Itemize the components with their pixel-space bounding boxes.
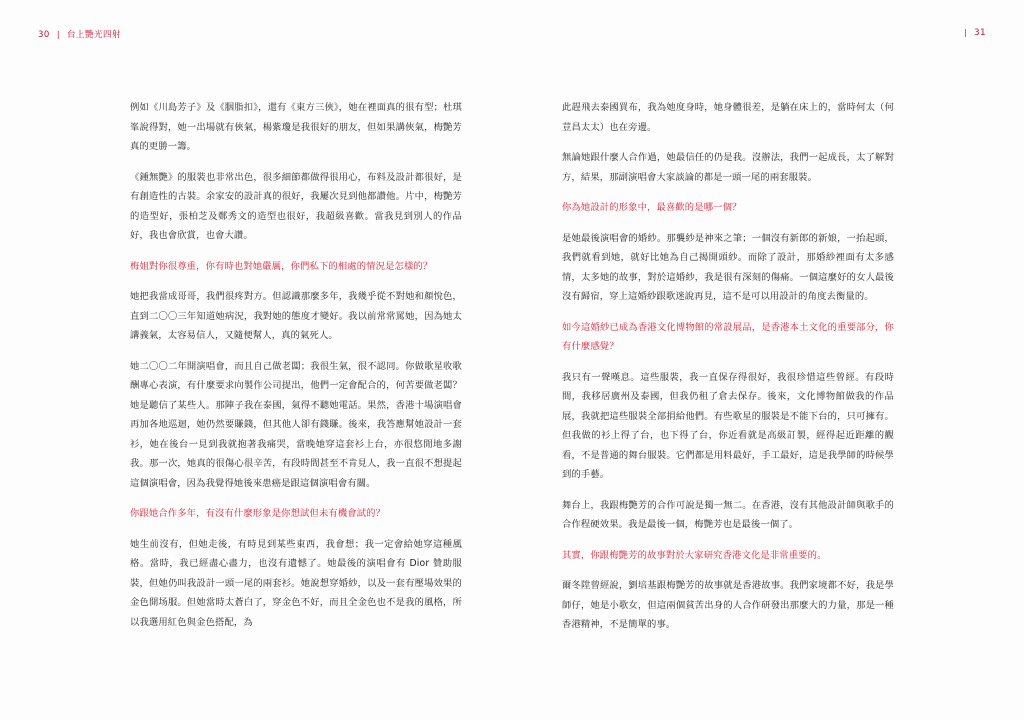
paragraph: 此趕飛去泰國買布，我為她度身時，她身體很差，是躺在床上的，當時何太（何荳昌太太）也在旁邊。 bbox=[562, 102, 894, 133]
left-page-column bbox=[130, 98, 462, 643]
paragraph: 她把我當成哥哥，我們很疼對方。但認識那麼多年，我幾乎從不對她和顏悅色，直到二〇〇三年知道她病況，我對她的態度才變好。我以前常常罵她，因為她太講義氣，太容易信人，又隨便幫人，真的氣死人。 bbox=[130, 291, 462, 341]
paragraph: 我只有一聲嘆息。這些服裝，我一直保存得很好，我很珍惜這些曾經。有段時間，我移居廣州及泰國，但我仍租了倉去保存。後來，文化博物館做我的作品展，我就把這些服裝全部捐給他們。有些歌星的服裝是不能下台的，只可擁有。但我做的衫上得了台，也下得了台，你近看就是高級訂製，經得起近距離的觀看，不是普通的舞台服裝。它們都是用料最好，手工最好，這是我學師的時候學到的手藝。 bbox=[562, 371, 894, 480]
interview-question: 如今這婚紗已成為香港文化博物館的常設展品，是香港本土文化的重要部分，你有什麼感覺？ bbox=[562, 321, 894, 352]
paragraph: 是她最後演唱會的婚紗。那襲紗是神來之筆；一個沒有新郎的新娘，一抬起頭，我們就看到她，就好比她為自己揭開頭紗。而除了設計，那婚紗裡面有太多感情，太多她的故事，對於這婚紗，我是很有深刻的傷痛。一個這麼好的女人最後沒有歸宿，穿上這婚紗跟歌迷說再見，這不是可以用設計的角度去衡量的。 bbox=[562, 232, 894, 302]
runhead-separator-right: | bbox=[963, 28, 968, 37]
paragraph: 她二〇〇二年開演唱會，而且自己做老闆；我很生氣，很不認同。你做歌星收歌酬專心表演，有什麼要求向製作公司提出，他們一定會配合的，何苦要做老闆？她是聽信了某些人。那陣子我在泰國，氣得不聽她電話。果然，香港十場演唱會再加各地巡迴，她仍然要賺錢，但其他人卻有錢賺。後來，我答應幫她設計一套衫，她在後台一見到我就抱著我痛哭，當晚她穿這套衫上台，亦很悠閒地多謝我。那一次，她真的很傷心很辛苦，有段時間甚至不肯見人，我一直很不想提起這個演唱會，因為我覺得她後來患癌是跟這個演唱會有關。 bbox=[130, 360, 462, 489]
right-page-column bbox=[562, 98, 894, 646]
text-columns bbox=[0, 98, 1024, 678]
paragraph: 例如《川島芳子》及《胭脂扣》，還有《東方三俠》，她在裡面真的很有型；杜琪峯說得對，她一出場就有俠氣，楊紫瓊是我很好的朋友，但如果講俠氣，梅艷芳真的更勝一籌。 bbox=[130, 102, 462, 152]
running-head-left bbox=[38, 28, 121, 40]
paragraph: 爾冬陞曾經說，劉培基跟梅艷芳的故事就是香港故事。我們家境都不好，我是學師仔，她是小歌女，但這兩個貧苦出身的人合作研發出那麼大的力量，那是一種香港精神，不是簡單的事。 bbox=[562, 580, 894, 630]
paragraph: 她生前沒有，但她走後，有時見到某些東西，我會想；我一定會給她穿這種風格。當時，我已經盡心盡力，也沒有遺憾了。她最後的演唱會有 Dior 贊助服裝，但她仍叫我設計一頭一尾的兩套衫。她說想穿婚紗，以及一套有壓場效果的金色開场服。但她當時太蒼白了，穿金色不好，而且全金色也不是我的風格，所以我選用紅色與金色搭配，為 bbox=[130, 538, 462, 628]
runhead-separator-left: | bbox=[56, 30, 61, 39]
running-head-right bbox=[957, 28, 986, 38]
interview-question: 你跟她合作多年，有沒有什麼形象是你想試但未有機會試的？ bbox=[130, 508, 386, 519]
interview-question: 你為她設計的形象中，最喜歡的是哪一個？ bbox=[562, 202, 742, 213]
interview-question: 梅姐對你很尊重，你有時也對她嚴厲，你們私下的相處的情況是怎樣的？ bbox=[130, 260, 433, 272]
paragraph: 《鍾無艷》的服裝也非常出色，很多細節都做得很用心，布料及設計都很好，是有創造性的古裝。余家安的設計真的很好，我屢次見到他都讚他。片中，梅艷芳的造型好，張柏芝及鄭秀文的造型也很好，我超級喜歡。當我見到別人的作品好，我也會欣賞，也會大讚。 bbox=[130, 171, 462, 241]
paragraph: 無論她跟什麼人合作過，她最信任的仍是我。沒辦法，我們一起成長，太了解對方，結果，那副演唱會大家談論的都是一頭一尾的兩套服裝。 bbox=[562, 152, 894, 183]
paragraph: 舞台上，我跟梅艷芳的合作可說是獨一無二。在香港，沒有其他設計師與歌手的合作程硬效果。我是最後一個，梅艷芳也是最後一個了。 bbox=[562, 499, 894, 530]
folio-left: 30 bbox=[38, 30, 50, 40]
running-head-title: 台上艷光四射 bbox=[67, 30, 122, 40]
interview-question: 其實，你跟梅艷芳的故事對於大家研究香港文化是非常重要的。 bbox=[562, 549, 827, 561]
folio-right: 31 bbox=[974, 28, 986, 38]
